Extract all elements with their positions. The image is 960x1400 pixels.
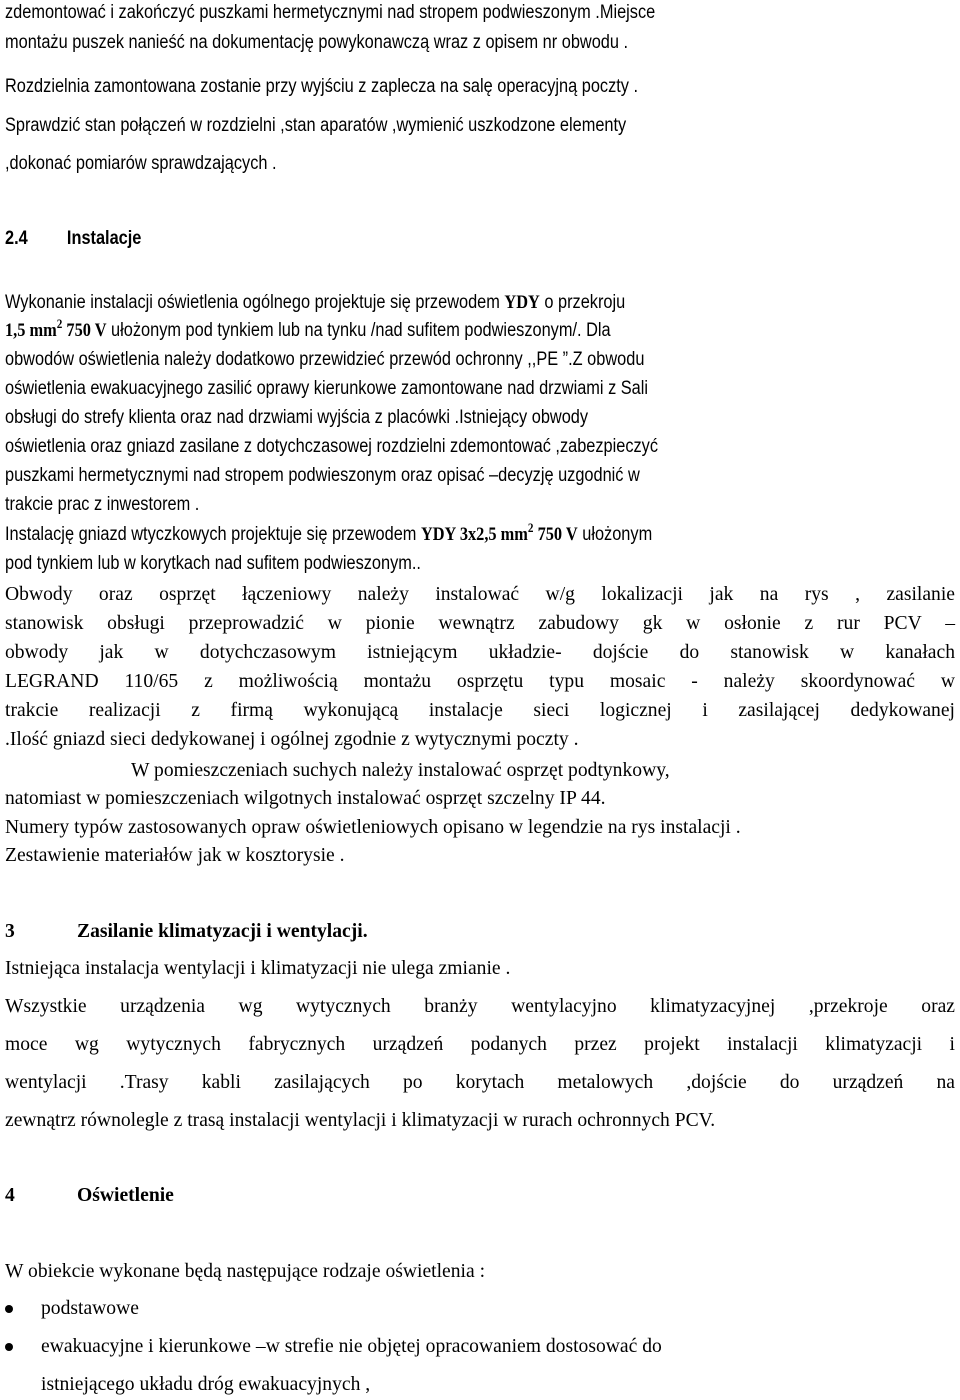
text-line: oświetlenia oraz gniazd zasilane z dotychczasowej rozdzielni zdemontować ,zabezpieczyć xyxy=(5,436,659,457)
bullet-icon xyxy=(5,1343,13,1351)
text-line xyxy=(5,290,625,316)
cable-type: YDY 3x2,5 mm xyxy=(420,524,528,545)
text-line: puszkami hermetycznymi nad stropem podwieszonym oraz opisać –decyzję uzgodnić w xyxy=(5,465,640,486)
text-line: oświetlenia ewakuacyjnego zasilić oprawy kierunkowe zamontowane nad drzwiami z Sali xyxy=(5,378,649,399)
bullet-icon xyxy=(5,1305,13,1313)
text-line: zewnątrz równolegle z trasą instalacji wentylacji i klimatyzacji w rurach ochronnych PCV. xyxy=(5,1110,716,1131)
text-line: obsługi do strefy klienta oraz nad drzwiami wyjścia z placówki .Istniejący obwody xyxy=(5,407,589,428)
section-heading-3 xyxy=(5,919,368,945)
section-title: Oświetlenie xyxy=(77,1185,174,1206)
section-heading-4 xyxy=(5,1183,174,1209)
superscript: 2 xyxy=(56,316,63,331)
list-item-continuation: istniejącego układu dróg ewakuacyjnych , xyxy=(41,1374,371,1395)
text-line: LEGRAND 110/65 z możliwością montażu osprzętu typu mosaic - należy skoordynować w xyxy=(5,671,955,692)
text-line: trakcie realizacji z firmą wykonującą instalacje sieci logicznej i zasilającej dedykowanej xyxy=(5,700,955,721)
text-line: Istniejąca instalacja wentylacji i klimatyzacji nie ulega zmianie . xyxy=(5,958,511,979)
text-line: Numery typów zastosowanych opraw oświetleniowych opisano w legendzie na rys instalacji . xyxy=(5,817,741,838)
text-line: Zestawienie materiałów jak w kosztorysie . xyxy=(5,845,345,866)
cable-section: 1,5 mm xyxy=(5,320,57,341)
text-line: Rozdzielnia zamontowana zostanie przy wyjściu z zaplecza na salę operacyjną poczty . xyxy=(5,76,639,97)
text-span: o przekroju xyxy=(539,292,626,313)
text-line xyxy=(5,522,652,548)
list-item: ewakuacyjne i kierunkowe –w strefie nie objętej opracowaniem dostosować do xyxy=(41,1336,662,1357)
text-line: ,dokonać pomiarów sprawdzających . xyxy=(5,153,277,174)
text-span: Instalację gniazd wtyczkowych projektuje się przewodem xyxy=(5,524,421,545)
text-line: montażu puszek nanieść na dokumentację powykonawczą wraz z opisem nr obwodu . xyxy=(5,32,629,53)
text-line: natomiast w pomieszczeniach wilgotnych instalować osprzęt szczelny IP 44. xyxy=(5,788,606,809)
text-line: Obwody oraz osprzęt łączeniowy należy instalować w/g lokalizacji jak na rys , zasilanie xyxy=(5,584,955,605)
text-line: obwodów oświetlenia należy dodatkowo przewidzieć przewód ochronny ,,PE ”.Z obwodu xyxy=(5,349,645,370)
text-line: W obiekcie wykonane będą następujące rodzaje oświetlenia : xyxy=(5,1261,486,1282)
section-number: 4 xyxy=(5,1185,15,1206)
section-title: Instalacje xyxy=(66,228,142,249)
text-line: moce wg wytycznych fabrycznych urządzeń podanych przez projekt instalacji klimatyzacji i xyxy=(5,1034,955,1055)
text-line: .Ilość gniazd sieci dedykowanej i ogólnej zgodnie z wytycznymi poczty . xyxy=(5,729,579,750)
section-title: Zasilanie klimatyzacji i wentylacji. xyxy=(77,921,368,942)
text-line xyxy=(5,318,611,344)
section-number: 2.4 xyxy=(5,228,28,249)
section-number: 3 xyxy=(5,921,15,942)
text-line: obwody jak w dotychczasowym istniejącym układzie- dojście do stanowisk w kanałach xyxy=(5,642,955,663)
text-line: zdemontować i zakończyć puszkami hermetycznymi nad stropem podwieszonym .Miejsce xyxy=(5,2,656,23)
text-line: wentylacji .Trasy kabli zasilających po korytach metalowych ,dojście do urządzeń na xyxy=(5,1072,955,1093)
list-item: podstawowe xyxy=(41,1298,139,1319)
text-line: Wszystkie urządzenia wg wytycznych branży wentylacyjno klimatyzacyjnej ,przekroje oraz xyxy=(5,996,955,1017)
text-line: W pomieszczeniach suchych należy instalować osprzęt podtynkowy, xyxy=(131,760,670,781)
cable-type: YDY xyxy=(504,292,540,313)
text-line: Sprawdzić stan połączeń w rozdzielni ,stan aparatów ,wymienić uszkodzone elementy xyxy=(5,115,627,136)
text-span: ułożonym pod tynkiem lub na tynku /nad sufitem podwieszonym/. Dla xyxy=(106,320,611,341)
cable-voltage: 750 V xyxy=(533,524,578,545)
text-span: Wykonanie instalacji oświetlenia ogólnego projektuje się przewodem xyxy=(5,292,505,313)
cable-voltage: 750 V xyxy=(62,320,107,341)
text-line: trakcie prac z inwestorem . xyxy=(5,494,200,515)
text-line: stanowisk obsługi przeprowadzić w pionie wewnątrz zabudowy gk w osłonie z rur PCV – xyxy=(5,613,955,634)
superscript: 2 xyxy=(527,520,534,535)
text-line: pod tynkiem lub w korytkach nad sufitem podwieszonym.. xyxy=(5,553,421,574)
text-span: ułożonym xyxy=(577,524,653,545)
section-heading-2-4 xyxy=(5,226,141,252)
